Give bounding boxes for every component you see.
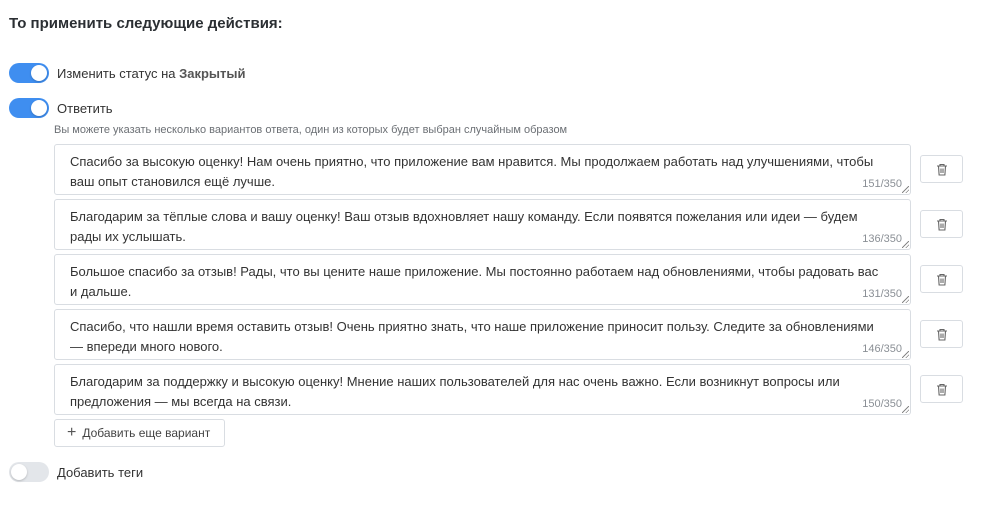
char-counter: 151/350 [862, 178, 902, 190]
resize-handle-icon[interactable] [902, 186, 909, 193]
char-counter: 146/350 [862, 343, 902, 355]
reply-textarea[interactable] [54, 144, 911, 195]
reply-text: Спасибо, что нашли время оставить отзыв! Очень приятно знать, что наше приложение приносит пользу. Следите за обновлениями — впереди много нового. [70, 319, 874, 354]
reply-text: Благодарим за поддержку и высокую оценку! Мнение наших пользователей для нас очень важно. Если возникнут вопросы или предложения — мы всегда на связи. [70, 374, 840, 409]
reply-toggle-row [9, 97, 113, 119]
add-variant-button[interactable] [54, 419, 225, 447]
delete-reply-button[interactable] [920, 375, 963, 403]
reply-variant-3 [54, 254, 964, 305]
reply-toggle[interactable] [9, 98, 49, 118]
char-counter: 131/350 [862, 288, 902, 300]
status-toggle[interactable] [9, 63, 49, 83]
trash-icon [936, 163, 948, 176]
char-counter: 150/350 [862, 398, 902, 410]
reply-variant-2 [54, 199, 964, 250]
delete-reply-button[interactable] [920, 320, 963, 348]
reply-toggle-label: Ответить [57, 100, 113, 116]
resize-handle-icon[interactable] [902, 241, 909, 248]
status-toggle-label: Изменить статус на Закрытый [57, 65, 246, 81]
reply-variant-4 [54, 309, 964, 360]
reply-text: Благодарим за тёплые слова и вашу оценку! Ваш отзыв вдохновляет нашу команду. Если появятся пожелания или идеи — будем рады их услышать. [70, 209, 858, 244]
reply-textarea[interactable] [54, 364, 911, 415]
resize-handle-icon[interactable] [902, 296, 909, 303]
delete-reply-button[interactable] [920, 265, 963, 293]
trash-icon [936, 218, 948, 231]
reply-variant-1 [54, 144, 964, 195]
tags-toggle-label: Добавить теги [57, 464, 144, 480]
reply-textarea[interactable] [54, 309, 911, 360]
reply-textarea[interactable] [54, 199, 911, 250]
reply-text: Большое спасибо за отзыв! Рады, что вы цените наше приложение. Мы постоянно работаем над обновлениями, чтобы радовать вас и дальше. [70, 264, 879, 299]
status-toggle-row [9, 62, 246, 84]
delete-reply-button[interactable] [920, 155, 963, 183]
reply-variant-5 [54, 364, 964, 415]
status-value: Закрытый [179, 65, 246, 81]
delete-reply-button[interactable] [920, 210, 963, 238]
resize-handle-icon[interactable] [902, 351, 909, 358]
tags-toggle[interactable] [9, 462, 49, 482]
reply-textarea[interactable] [54, 254, 911, 305]
section-title: То применить следующие действия: [9, 15, 283, 32]
plus-icon: + [67, 424, 77, 441]
tags-toggle-row [9, 461, 143, 483]
reply-text: Спасибо за высокую оценку! Нам очень приятно, что приложение вам нравится. Мы продолжаем работать над улучшениями, чтобы ваш опыт становился ещё лучше. [70, 154, 874, 189]
char-counter: 136/350 [862, 233, 902, 245]
trash-icon [936, 328, 948, 341]
resize-handle-icon[interactable] [902, 406, 909, 413]
trash-icon [936, 383, 948, 396]
add-variant-label: Добавить еще вариант [82, 426, 211, 440]
trash-icon [936, 273, 948, 286]
reply-hint: Вы можете указать несколько вариантов ответа, один из которых будет выбран случайным образом [54, 124, 568, 136]
